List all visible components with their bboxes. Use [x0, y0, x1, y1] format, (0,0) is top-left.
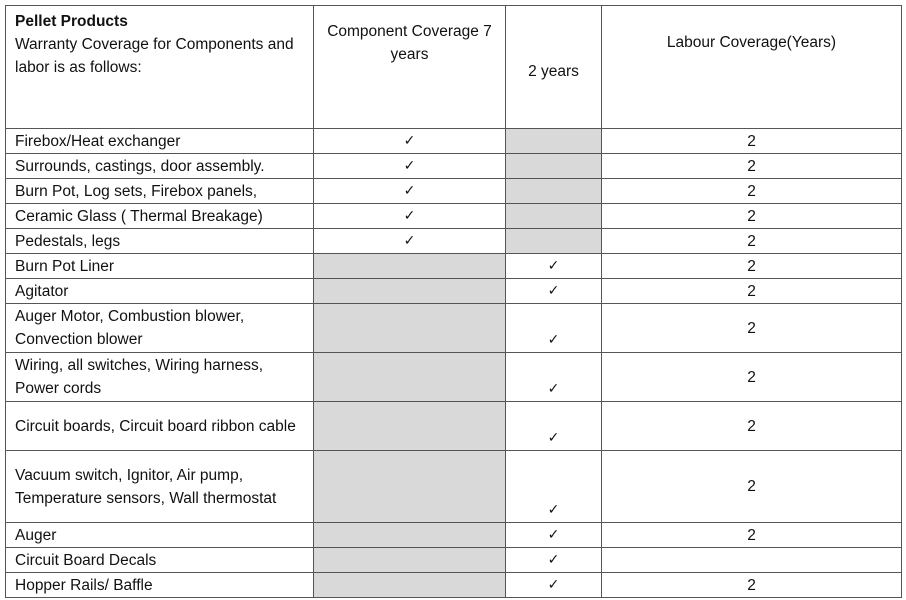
labour-coverage-cell: 2: [602, 254, 902, 279]
labour-coverage-cell: 2: [602, 523, 902, 548]
table-row: [6, 451, 902, 523]
column-header-two-years: 2 years: [506, 6, 602, 129]
item-cell: Wiring, all switches, Wiring harness, Power cords: [6, 353, 314, 402]
labour-coverage-cell: 2: [602, 129, 902, 154]
item-cell: Vacuum switch, Ignitor, Air pump, Temperature sensors, Wall thermostat: [6, 451, 314, 523]
check-icon: ✓: [547, 381, 560, 397]
table-title: Pellet Products: [15, 13, 128, 30]
two-years-cell: [506, 402, 602, 451]
column-header-labour-coverage: Labour Coverage(Years): [602, 6, 902, 129]
table-row: [6, 548, 902, 573]
two-years-cell: [506, 548, 602, 573]
table-row: [6, 204, 902, 229]
table-title-cell: [6, 6, 314, 129]
warranty-table: [5, 5, 902, 598]
table-row: [6, 229, 902, 254]
item-cell: Auger: [6, 523, 314, 548]
labour-coverage-cell: 2: [602, 204, 902, 229]
item-cell: Agitator: [6, 279, 314, 304]
component-coverage-cell: [314, 129, 506, 154]
labour-coverage-cell: 2: [602, 304, 902, 353]
table-row: [6, 129, 902, 154]
component-coverage-cell: [314, 304, 506, 353]
component-coverage-cell: [314, 179, 506, 204]
component-coverage-cell: [314, 279, 506, 304]
item-cell: Circuit Board Decals: [6, 548, 314, 573]
component-coverage-cell: [314, 402, 506, 451]
two-years-cell: [506, 523, 602, 548]
item-cell: Surrounds, castings, door assembly.: [6, 154, 314, 179]
two-years-cell: [506, 204, 602, 229]
component-coverage-cell: [314, 523, 506, 548]
two-years-cell: [506, 254, 602, 279]
labour-coverage-cell: 2: [602, 451, 902, 523]
check-icon: ✓: [547, 577, 560, 593]
component-coverage-cell: [314, 573, 506, 598]
component-coverage-cell: [314, 229, 506, 254]
table-row: [6, 254, 902, 279]
item-cell: Hopper Rails/ Baffle: [6, 573, 314, 598]
component-coverage-cell: [314, 254, 506, 279]
component-coverage-cell: [314, 154, 506, 179]
labour-coverage-cell: 2: [602, 179, 902, 204]
check-icon: ✓: [403, 233, 416, 249]
item-cell: Pedestals, legs: [6, 229, 314, 254]
table-row: [6, 154, 902, 179]
check-icon: ✓: [403, 133, 416, 149]
labour-coverage-cell: [602, 548, 902, 573]
component-coverage-cell: [314, 451, 506, 523]
labour-coverage-cell: 2: [602, 229, 902, 254]
table-row: [6, 304, 902, 353]
component-coverage-cell: [314, 204, 506, 229]
labour-coverage-cell: 2: [602, 402, 902, 451]
two-years-cell: [506, 451, 602, 523]
two-years-cell: [506, 179, 602, 204]
table-row: [6, 402, 902, 451]
check-icon: ✓: [547, 430, 560, 446]
labour-coverage-cell: 2: [602, 279, 902, 304]
check-icon: ✓: [403, 158, 416, 174]
table-row: [6, 573, 902, 598]
item-cell: Burn Pot, Log sets, Firebox panels,: [6, 179, 314, 204]
header-row: [6, 6, 902, 129]
item-cell: Ceramic Glass ( Thermal Breakage): [6, 204, 314, 229]
item-cell: Burn Pot Liner: [6, 254, 314, 279]
item-cell: Auger Motor, Combustion blower, Convection blower: [6, 304, 314, 353]
table-body: [6, 129, 902, 598]
check-icon: ✓: [547, 502, 560, 518]
labour-coverage-cell: 2: [602, 353, 902, 402]
two-years-cell: [506, 154, 602, 179]
check-icon: ✓: [547, 527, 560, 543]
component-coverage-cell: [314, 548, 506, 573]
two-years-cell: [506, 279, 602, 304]
table-row: [6, 179, 902, 204]
component-coverage-cell: [314, 353, 506, 402]
labour-coverage-cell: 2: [602, 154, 902, 179]
check-icon: ✓: [403, 208, 416, 224]
check-icon: ✓: [547, 552, 560, 568]
table-subtitle: Warranty Coverage for Components and labor is as follows:: [15, 36, 294, 76]
check-icon: ✓: [547, 332, 560, 348]
item-cell: Firebox/Heat exchanger: [6, 129, 314, 154]
two-years-cell: [506, 304, 602, 353]
table-row: [6, 353, 902, 402]
two-years-cell: [506, 229, 602, 254]
table-row: [6, 523, 902, 548]
table-row: [6, 279, 902, 304]
two-years-cell: [506, 353, 602, 402]
check-icon: ✓: [547, 283, 560, 299]
check-icon: ✓: [403, 183, 416, 199]
two-years-cell: [506, 129, 602, 154]
column-header-component-coverage: Component Coverage 7 years: [314, 6, 506, 129]
two-years-cell: [506, 573, 602, 598]
labour-coverage-cell: 2: [602, 573, 902, 598]
check-icon: ✓: [547, 258, 560, 274]
item-cell: Circuit boards, Circuit board ribbon cable: [6, 402, 314, 451]
